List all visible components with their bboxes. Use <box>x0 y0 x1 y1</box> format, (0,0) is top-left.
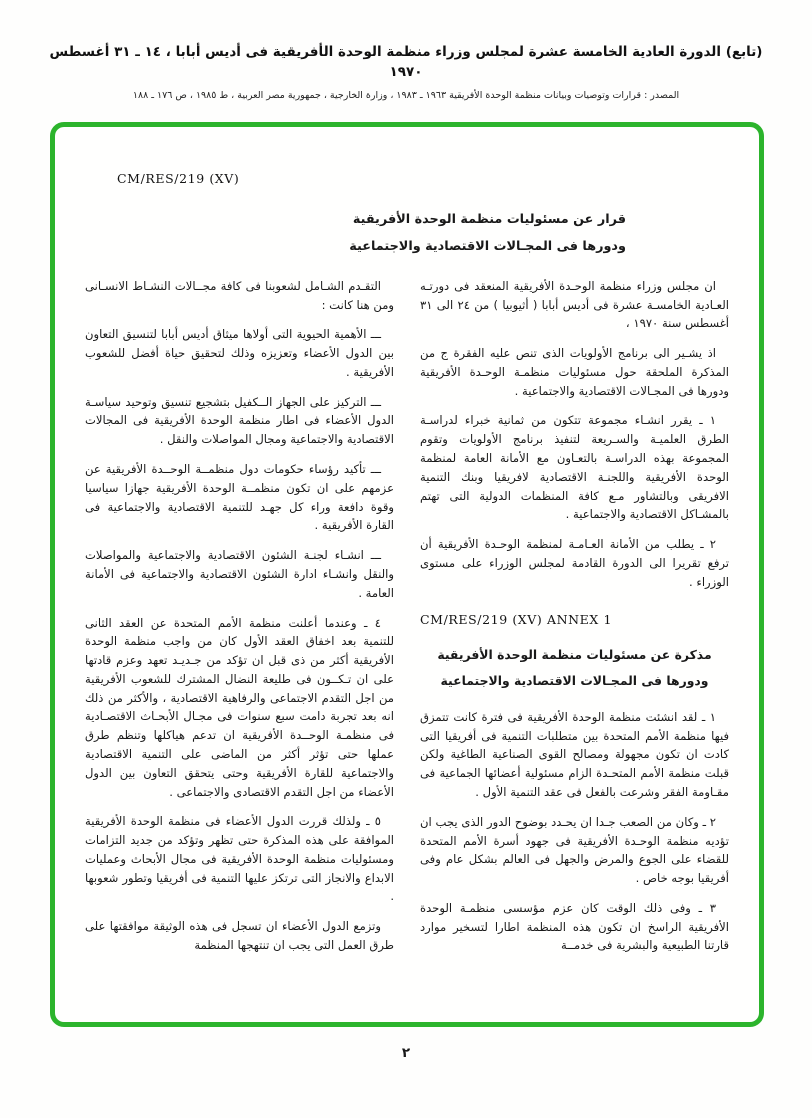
resolution-reference: CM/RES/219 (XV) <box>117 170 240 186</box>
paragraph: ٢ ـ يطلب من الأمانة العـامـة لمنظمة الوحـدة الأفريقية أن ترفع تقريرا الى الدورة القادمة لمجلس الوزراء على مستوى الوزراء . <box>420 537 729 589</box>
green-highlight-frame <box>50 122 764 1027</box>
paragraph: ٣ ـ وفى ذلك الوقت كان عزم مؤسسى منظمـة الوحدة الأفريقية الراسخ ان تكون هذه المنظمة اطارا لتسخير موارد قارتنا الطبيعية والبشرية فى خدمــة <box>420 900 729 953</box>
paragraph: ـــ انشـاء لجنـة الشئون الاقتصادية والاجتماعية والمواصلات والنقل وانشـاء ادارة الشئون الاقتصادية والاجتماعية فى الأمانة العامة . <box>85 548 394 600</box>
paragraph: ـــ التركيز على الجهاز الــكفيل بتشجيع تنسيق وتوحيد سياسـة الدول الأعضاء فى اطار منظمة الوحدة الأفريقية فى المجالات الاقتصادية والاجتماعية ومجال المواصلات والنقل . <box>85 394 394 447</box>
annex-title-line2: ودورها فى المجـالات الاقتصادية والاجتماعية <box>440 672 709 688</box>
paragraph: ٢ ـ وكان من الصعب جـدا ان يحـدد بوضوح الدور الذى يجب ان تؤديه منظمة الوحـدة الأفريقية فى جهود أسرة الأمم المتحدة للقضاء على الجوع والمرض والجهل فى العالم بشكل عام وفى أفريقيا بوجه خاص . <box>420 814 729 886</box>
session-header-line: (تابع) الدورة العادية الخامسة عشرة لمجلس وزراء منظمة الوحدة الأفريقية فى أديس أبابا ، ١٤ ـ ٣١ أغسطس ١٩٧٠ <box>49 44 763 81</box>
annex-title-line1: مذكرة عن مسئوليات منظمة الوحدة الأفريقية <box>437 646 712 662</box>
resolution-title <box>349 206 626 261</box>
paragraph: ـــ تأكيد رؤساء حكومات دول منظمــة الوحــدة الأفريقية عن عزمهم على ان تكون منظمــة الوحدة الأفريقية جهازا سياسيا وقوة دافعة وراء كل جهـد للتنمية الاقتصادية والاجتماعية فى القارة الأفريقية . <box>85 462 394 533</box>
page-number: ٢ <box>401 1044 411 1061</box>
left-column <box>85 277 394 966</box>
annex-title <box>420 642 729 694</box>
page-header <box>48 42 764 102</box>
resolution-title-line1: قرار عن مسئوليات منظمة الوحدة الأفريقية <box>352 211 626 227</box>
paragraph: ٤ ـ وعندما أعلنت منظمة الأمم المتحدة عن العقد الثانى للتنمية بعد اخفاق العقد الأول كان من واجب منظمة الوحدة الأفريقية أكثر من ذى قبل ان تؤكد من جـديـد تعهد وعزم قادتها على ان تـكــون فى طليعة النضال المشترك للشعوب الأفريقية من اجل التقدم الاجتماعى والرفاهية الاقتصادية ، والأكثر من ذلك انه بعد تجربة دامت سبع سنوات فى مجـال الأبحـاث الاقتصـادية فى منظمـة الوحــدة الأفريقية ان تدعم هياكلها وتنظم طرق عملها حتى تؤثر أكثر من الماضى على التنمية الاقتصادية والاجتماعية للقارة الأفريقية وحتى يتحقق التعاون بين الدول الأعضاء من اجل التقدم الاقتصادى والاجتماعى . <box>85 615 394 799</box>
paragraph: اذ يشـير الى برنامج الأولويات الذى تنص عليه الفقرة ج من المذكرة الملحقة حول مسئوليات منظمـة الوحـدة الأفريقية ودورها فى المجـالات الاقتصادية والاجتماعية . <box>420 346 729 398</box>
two-column-text-body <box>85 277 729 966</box>
paragraph: ١ ـ يقرر انشـاء مجموعة تتكون من ثمانية خبراء لدراسـة الطرق العلميـة والسـريعة لتنفيذ برنامج الأولويات وتقوم المجموعة بهذه الدراسـة بالتعـاون مع الأمانة العامة لمنظمة الوحدة الأفريقية واللجنـة الاقتصادية لافريقيا وبنك التنمية الافريقى وبالتشاور مـع كافة المنظمات الدولية التى تهتم بالمشـاكل الاقتصادية والاجتماعية . <box>420 413 729 522</box>
source-citation-line: المصدر : قرارات وتوصيات وبيانات منظمة الوحدة الأفريقية ١٩٦٣ ـ ١٩٨٣ ، وزارة الخارجية ، جمهورية مصر العربية ، ط ١٩٨٥ ، ص ١٧٦ ـ ١٨٨ <box>132 89 680 101</box>
paragraph: وتزمع الدول الأعضاء ان تسجل فى هذه الوثيقة موافقتها على طرق العمل التى يجب ان تنتهجها المنظمة <box>85 919 394 953</box>
paragraph: ان مجلس وزراء منظمة الوحـدة الأفريقية المنعقد فى دورتـه العـادية الخامسـة عشرة فى أديس أبابا ( أثيوبيا ) من ٢٤ الى ٣١ أغسطس سنة ١٩٧٠ ، <box>420 278 729 331</box>
resolution-title-line2: ودورها فى المجـالات الاقتصادية والاجتماعية <box>349 239 626 255</box>
right-column <box>420 277 729 966</box>
paragraph: ١ ـ لقد انشئت منظمة الوحدة الأفريقية فى فترة كانت تتمزق فيها منظمة الأمم المتحدة بين متطلبات التنمية فى أفريقيا التى كادت ان تكون مجهولة ومصالح القوى الصناعية الطاغية ولكن قبلت منظمة الأمم المتحـدة الزام مسئولية أعضائها الجماعية فى مقـاومة الفقر وشرعت بالفعل فى عقد التنمية الأول . <box>420 709 729 799</box>
annex-reference: CM/RES/219 (XV) ANNEX 1 <box>420 611 613 627</box>
paragraph: ٥ ـ ولذلك قررت الدول الأعضاء فى منظمة الوحدة الأفريقية الموافقة على هذه المذكرة حتى تظهر وتؤكد من جديد التزامات ومسئوليات منظمة الوحدة الأفريقية فى مجال الأبحاث وعمليات الابداع والانجاز التى ترتكز عليها التنمية فى أفريقيا وتطور شعوبها . <box>85 814 394 904</box>
paragraph: التقـدم الشـامل لشعوبنا فى كافة مجــالات النشـاط الانسـانى ومن هنا كانت : <box>85 278 394 312</box>
paragraph: ـــ الأهمية الحيوية التى أولاها ميثاق أديس أبابا لتنسيق التعاون بين الدول الأعضاء وتعزيزه وذلك لتحقيق حياة أفضل للشعوب الأفريقية . <box>85 327 394 379</box>
